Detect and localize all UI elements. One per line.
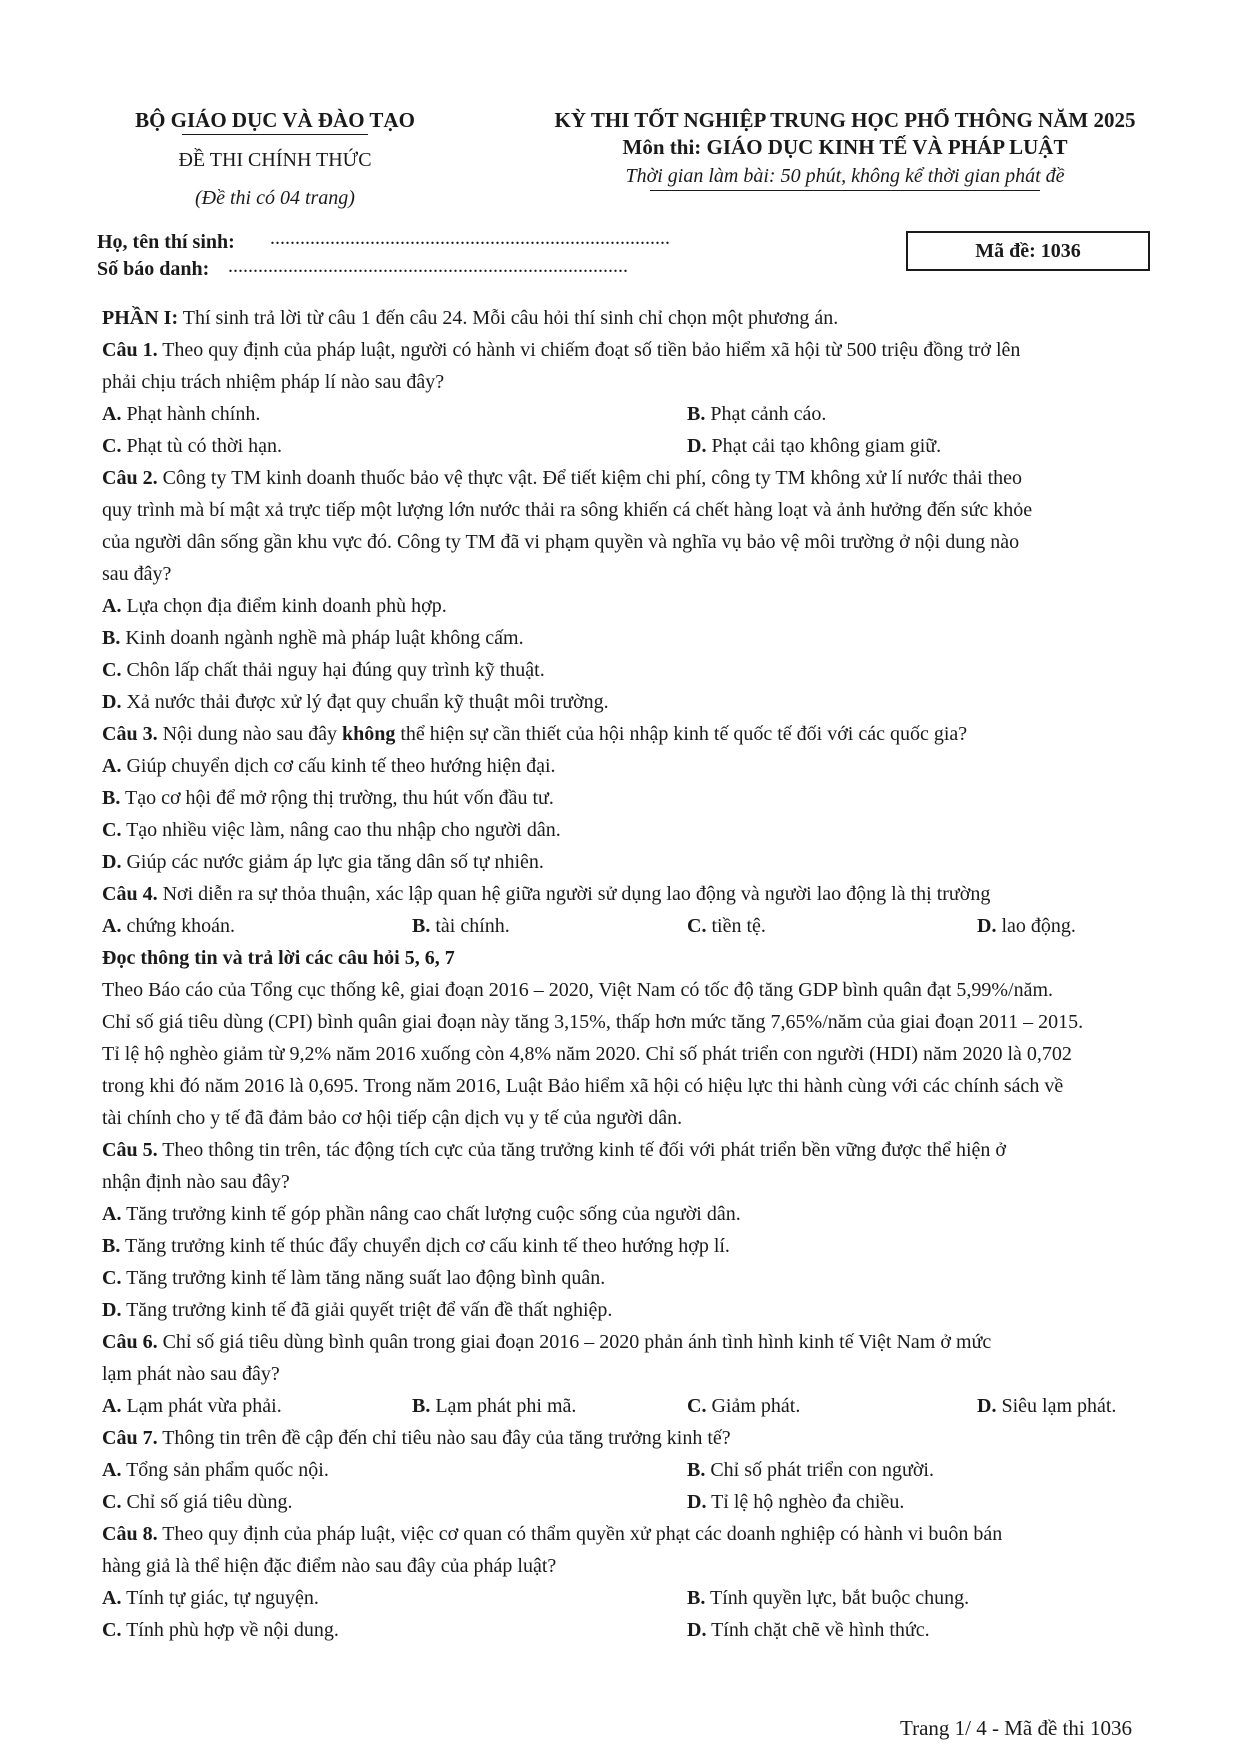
option-a[interactable]: A. Tổng sản phẩm quốc nội.: [102, 1459, 329, 1481]
option-d[interactable]: D. Xả nước thải được xử lý đạt quy chuẩn kỹ thuật môi trường.: [102, 691, 609, 713]
candidate-name-field[interactable]: ................................................................................: [270, 227, 670, 249]
question-2: [102, 462, 1182, 718]
option-a[interactable]: A. Lạm phát vừa phải.: [102, 1395, 282, 1417]
question-label: Câu 3.: [102, 723, 158, 745]
option-a[interactable]: A. Giúp chuyển dịch cơ cấu kinh tế theo hướng hiện đại.: [102, 755, 556, 777]
option-b[interactable]: B. Kinh doanh ngành nghề mà pháp luật không cấm.: [102, 627, 524, 649]
question-3: Câu 3. Nội dung nào sau đây không thể hiện sự cần thiết của hội nhập kinh tế quốc tế đối với các quốc gia? A. Giúp chuyển dịch cơ cấu kinh tế theo hướng hiện đại. B. Tạo cơ hội để mở rộng thị trường, thu hút vốn đầu tư. C. Tạo nhiều việc làm, nâng cao thu nhập cho người dân. D. Giúp các nước giảm áp lực gia tăng dân số tự nhiên.: [102, 718, 1182, 878]
page-footer: Trang 1/ 4 - Mã đề thi 1036: [900, 1716, 1132, 1740]
candidate-id-label: Số báo danh:: [97, 258, 210, 280]
question-text: Theo thông tin trên, tác động tích cực của tăng trưởng kinh tế đối với phát triển bền vững được thể hiện ở: [157, 1139, 1007, 1161]
option-c[interactable]: C. tiền tệ.: [687, 915, 766, 937]
option-b[interactable]: B. Tăng trưởng kinh tế thúc đẩy chuyển dịch cơ cấu kinh tế theo hướng hợp lí.: [102, 1235, 730, 1257]
option-c[interactable]: C. Phạt tù có thời hạn.: [102, 435, 283, 457]
option-a[interactable]: A. Tính tự giác, tự nguyện.: [102, 1587, 319, 1609]
passage-text: Theo Báo cáo của Tổng cục thống kê, giai đoạn 2016 – 2020, Việt Nam có tốc độ tăng GDP bình quân đạt 5,99%/năm.: [102, 979, 1054, 1001]
question-5: [102, 1134, 1182, 1326]
time-line: Thời gian làm bài: 50 phút, không kể thời gian phát đề: [625, 165, 1065, 187]
question-text: nhận định nào sau đây?: [102, 1171, 290, 1193]
option-b[interactable]: B. Lạm phát phi mã.: [412, 1395, 577, 1417]
exam-title: KỲ THI TỐT NGHIỆP TRUNG HỌC PHỔ THÔNG NĂM 2025: [554, 108, 1136, 132]
official-label: ĐỀ THI CHÍNH THỨC: [178, 149, 372, 171]
candidate-name-label: Họ, tên thí sinh:: [97, 231, 235, 253]
question-label: Câu 2.: [102, 467, 158, 489]
question-7: [102, 1422, 1182, 1518]
option-a[interactable]: A. Tăng trưởng kinh tế góp phần nâng cao chất lượng cuộc sống của người dân.: [102, 1203, 741, 1225]
ministry-name: BỘ GIÁO DỤC VÀ ĐÀO TẠO: [135, 108, 415, 132]
question-6: [102, 1326, 1182, 1422]
option-a[interactable]: A. Lựa chọn địa điểm kinh doanh phù hợp.: [102, 595, 447, 617]
option-d[interactable]: D. Tăng trưởng kinh tế đã giải quyết triệt để vấn đề thất nghiệp.: [102, 1299, 613, 1321]
question-text: Nơi diễn ra sự thỏa thuận, xác lập quan hệ giữa người sử dụng lao động và người lao động là thị trường: [157, 883, 991, 905]
option-d[interactable]: D. lao động.: [977, 915, 1076, 937]
option-d[interactable]: D. Phạt cải tạo không giam giữ.: [687, 435, 942, 457]
option-c[interactable]: C. Tăng trưởng kinh tế làm tăng năng suất lao động bình quân.: [102, 1267, 606, 1289]
negation-keyword: không: [342, 723, 396, 745]
part1-instruction: [102, 302, 1182, 334]
question-text: của người dân sống gần khu vực đó. Công ty TM đã vi phạm quyền và nghĩa vụ bảo vệ môi trường ở nội dung nào: [102, 531, 1020, 553]
part1-text: Thí sinh trả lời từ câu 1 đến câu 24. Mỗi câu hỏi thí sinh chỉ chọn một phương án.: [178, 307, 839, 329]
question-text: Theo quy định của pháp luật, người có hành vi chiếm đoạt số tiền bảo hiểm xã hội từ 500 triệu đồng trở lên: [157, 339, 1021, 361]
option-b[interactable]: B. Tính quyền lực, bắt buộc chung.: [687, 1587, 970, 1609]
candidate-id-field[interactable]: ................................................................................: [228, 255, 628, 277]
ministry-underline: [182, 134, 368, 135]
passage-text: trong khi đó năm 2016 là 0,695. Trong năm 2016, Luật Bảo hiểm xã hội có hiệu lực thi hành cùng với các chính sách về: [102, 1075, 1064, 1097]
question-text: Chỉ số giá tiêu dùng bình quân trong giai đoạn 2016 – 2020 phản ánh tình hình kinh tế Việt Nam ở mức: [157, 1331, 992, 1353]
exam-body: [102, 302, 1182, 1646]
question-text: quy trình mà bí mật xả trực tiếp một lượng lớn nước thải ra sông khiến cá chết hàng loạt và ảnh hưởng đến sức khỏe: [102, 499, 1033, 521]
question-text: sau đây?: [102, 563, 172, 585]
option-d[interactable]: D. Giúp các nước giảm áp lực gia tăng dân số tự nhiên.: [102, 851, 544, 873]
option-c[interactable]: C. Tạo nhiều việc làm, nâng cao thu nhập cho người dân.: [102, 819, 561, 841]
question-8: [102, 1518, 1182, 1646]
question-text: Theo quy định của pháp luật, việc cơ quan có thẩm quyền xử phạt các doanh nghiệp có hành vi buôn bán: [157, 1523, 1003, 1545]
question-text: phải chịu trách nhiệm pháp lí nào sau đây?: [102, 371, 445, 393]
question-label: Câu 7.: [102, 1427, 158, 1449]
passage-text: Chỉ số giá tiêu dùng (CPI) bình quân giai đoạn này tăng 3,15%, thấp hơn mức tăng 7,65%/năm của giai đoạn 2011 – 2015.: [102, 1011, 1084, 1033]
question-text: lạm phát nào sau đây?: [102, 1363, 280, 1385]
reading-passage: [102, 942, 1182, 1134]
option-c[interactable]: C. Chôn lấp chất thải nguy hại đúng quy trình kỹ thuật.: [102, 659, 545, 681]
option-c[interactable]: C. Tính phù hợp về nội dung.: [102, 1619, 339, 1641]
option-b[interactable]: B. Chỉ số phát triển con người.: [687, 1459, 934, 1481]
question-label: Câu 5.: [102, 1139, 158, 1161]
option-c[interactable]: C. Chỉ số giá tiêu dùng.: [102, 1491, 293, 1513]
part1-label: PHẦN I:: [102, 307, 179, 329]
question-4: [102, 878, 1182, 942]
question-1: [102, 334, 1182, 462]
passage-heading: Đọc thông tin và trả lời các câu hỏi 5, 6, 7: [102, 947, 455, 969]
option-b[interactable]: B. Tạo cơ hội để mở rộng thị trường, thu hút vốn đầu tư.: [102, 787, 554, 809]
question-text: Thông tin trên đề cập đến chỉ tiêu nào sau đây của tăng trưởng kinh tế?: [157, 1427, 731, 1449]
pages-note: (Đề thi có 04 trang): [195, 187, 355, 209]
option-b[interactable]: B. Phạt cảnh cáo.: [687, 403, 827, 425]
question-label: Câu 8.: [102, 1523, 158, 1545]
question-label: Câu 1.: [102, 339, 158, 361]
passage-text: Tỉ lệ hộ nghèo giảm từ 9,2% năm 2016 xuống còn 4,8% năm 2020. Chỉ số phát triển con người (HDI) năm 2020 là 0,702: [102, 1043, 1072, 1065]
question-label: Câu 6.: [102, 1331, 158, 1353]
option-a[interactable]: A. Phạt hành chính.: [102, 403, 261, 425]
question-label: Câu 4.: [102, 883, 158, 905]
question-text: hàng giả là thể hiện đặc điểm nào sau đây của pháp luật?: [102, 1555, 557, 1577]
option-d[interactable]: D. Tỉ lệ hộ nghèo đa chiều.: [687, 1491, 905, 1513]
option-d[interactable]: D. Siêu lạm phát.: [977, 1395, 1117, 1417]
exam-code-box: Mã đề: 1036: [906, 231, 1150, 271]
option-a[interactable]: A. chứng khoán.: [102, 915, 236, 937]
option-d[interactable]: D. Tính chặt chẽ về hình thức.: [687, 1619, 930, 1641]
option-b[interactable]: B. tài chính.: [412, 915, 510, 937]
option-c[interactable]: C. Giảm phát.: [687, 1395, 801, 1417]
question-text: Công ty TM kinh doanh thuốc bảo vệ thực vật. Để tiết kiệm chi phí, công ty TM không xử lí nước thải theo: [157, 467, 1023, 489]
passage-text: tài chính cho y tế đã đảm bảo cơ hội tiếp cận dịch vụ y tế của người dân.: [102, 1107, 683, 1129]
time-underline: [650, 190, 1040, 191]
subject-line: Môn thi: GIÁO DỤC KINH TẾ VÀ PHÁP LUẬT: [622, 135, 1068, 159]
